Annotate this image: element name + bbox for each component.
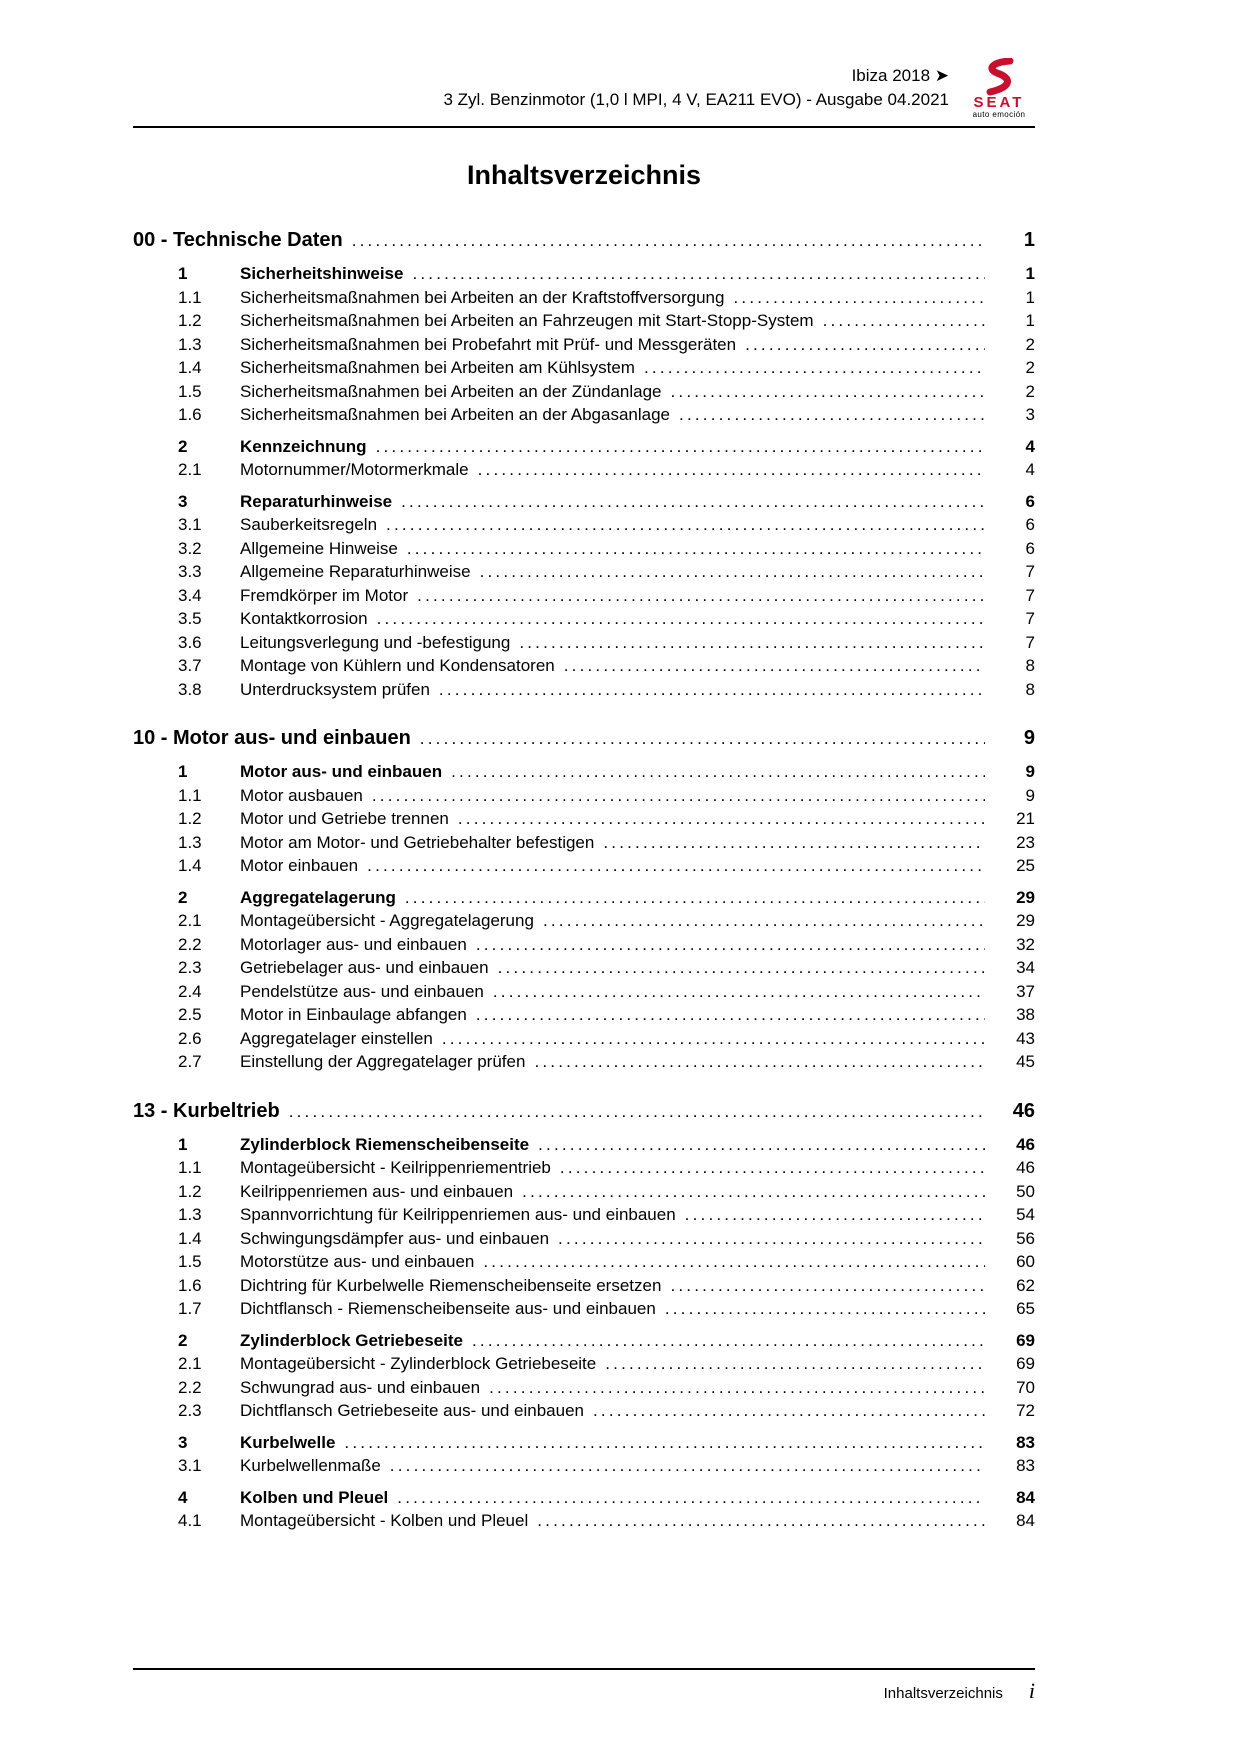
toc-entry-title: Aggregatelagerung bbox=[240, 887, 396, 907]
toc-entry-page-number: 9 bbox=[1025, 785, 1035, 805]
toc-entry-row bbox=[133, 490, 1035, 514]
toc-dot-leader bbox=[372, 784, 985, 808]
toc-entry-number: 3 bbox=[178, 1432, 188, 1452]
toc-entry-page-number: 54 bbox=[1016, 1205, 1035, 1224]
toc-entry-number: 1 bbox=[178, 264, 188, 283]
header-model: Ibiza 2018 ➤ bbox=[851, 66, 949, 85]
toc-entry-page-number: 70 bbox=[1016, 1377, 1035, 1397]
toc-entry-number: 3.8 bbox=[178, 679, 202, 699]
toc-dot-leader bbox=[478, 458, 985, 482]
toc-entry-number: 1.3 bbox=[178, 1205, 202, 1224]
document-page bbox=[133, 0, 1035, 1753]
toc-entry-row bbox=[133, 1274, 1035, 1298]
toc-entry-page-number: 69 bbox=[1016, 1330, 1035, 1350]
toc-entry-number: 3.1 bbox=[178, 515, 202, 534]
toc-entry-row bbox=[133, 831, 1035, 855]
toc-entry-page-number: 25 bbox=[1016, 856, 1035, 875]
toc-entry-title: Dichtflansch Getriebeseite aus- und einbauen bbox=[240, 1401, 584, 1420]
header-text-block bbox=[443, 58, 949, 112]
toc-entry-page-number: 7 bbox=[1025, 562, 1035, 581]
toc-entry-page-number: 29 bbox=[1016, 911, 1035, 930]
toc-dot-leader bbox=[493, 980, 985, 1004]
toc-entry-page-number: 9 bbox=[1025, 762, 1035, 781]
toc-entry-title: Motor ausbauen bbox=[240, 785, 363, 805]
toc-dot-leader bbox=[605, 1352, 985, 1376]
toc-dot-leader bbox=[558, 1227, 985, 1251]
toc-entry-page-number: 7 bbox=[1025, 632, 1035, 652]
toc-entry-title: Motorlager aus- und einbauen bbox=[240, 934, 467, 954]
toc-entry-title: Kurbelwellenmaße bbox=[240, 1456, 381, 1475]
toc-dot-leader bbox=[352, 227, 985, 254]
toc-entry-row bbox=[133, 980, 1035, 1004]
toc-entry-number: 1.2 bbox=[178, 1181, 202, 1201]
toc-entry-row bbox=[133, 909, 1035, 933]
toc-entry-number: 2.3 bbox=[178, 1401, 202, 1420]
toc-dot-leader bbox=[745, 333, 985, 357]
toc-entry-row bbox=[133, 262, 1035, 286]
toc-entry-number: 3.7 bbox=[178, 656, 202, 675]
toc-entry-title: Einstellung der Aggregatelager prüfen bbox=[240, 1052, 526, 1071]
toc-entry-title: Kontaktkorrosion bbox=[240, 609, 368, 628]
toc-entry-row bbox=[133, 654, 1035, 678]
toc-entry-row bbox=[133, 1399, 1035, 1423]
toc-dot-leader bbox=[376, 435, 985, 459]
toc-entry-row bbox=[133, 1227, 1035, 1251]
toc-entry-title: Sicherheitshinweise bbox=[240, 264, 404, 283]
page-title: Inhaltsverzeichnis bbox=[466, 160, 702, 190]
toc-entry-title: Sauberkeitsregeln bbox=[240, 515, 378, 534]
toc-entry-page-number: 1 bbox=[1025, 287, 1035, 307]
toc-entry-number: 2.2 bbox=[178, 934, 202, 954]
toc-entry-row bbox=[133, 631, 1035, 655]
toc-entry-page-number: 6 bbox=[1025, 491, 1035, 511]
toc-chapter-row bbox=[133, 1098, 1035, 1125]
toc-entry-number: 1.5 bbox=[178, 1252, 202, 1271]
toc-entry-page-number: 83 bbox=[1016, 1456, 1035, 1475]
toc-entry-page-number: 50 bbox=[1016, 1181, 1035, 1201]
toc-dot-leader bbox=[289, 1098, 985, 1125]
toc-entry-number: 1.1 bbox=[178, 1158, 202, 1177]
toc-entry-page-number: 45 bbox=[1016, 1052, 1035, 1071]
toc-entry-row bbox=[133, 933, 1035, 957]
toc-dot-leader bbox=[344, 1431, 985, 1455]
table-of-contents bbox=[133, 227, 1035, 1533]
toc-entry-row bbox=[133, 1027, 1035, 1051]
toc-entry-page-number: 43 bbox=[1016, 1028, 1035, 1048]
toc-entry-title: Keilrippenriemen aus- und einbauen bbox=[240, 1181, 514, 1201]
toc-entry-title: Dichtring für Kurbelwelle Riemenscheibenseite ersetzen bbox=[240, 1275, 662, 1295]
toc-entry-page-number: 37 bbox=[1016, 981, 1035, 1001]
toc-entry-page-number: 8 bbox=[1025, 656, 1035, 675]
toc-entry-row bbox=[133, 333, 1035, 357]
toc-entry-number: 2.7 bbox=[178, 1052, 202, 1071]
toc-dot-leader bbox=[412, 262, 985, 286]
toc-dot-leader bbox=[564, 654, 985, 678]
toc-entry-number: 1.3 bbox=[178, 334, 202, 354]
toc-entry-row bbox=[133, 784, 1035, 808]
toc-entry-page-number: 38 bbox=[1016, 1005, 1035, 1024]
toc-entry-row bbox=[133, 807, 1035, 831]
toc-entry-page-number: 62 bbox=[1016, 1275, 1035, 1295]
toc-entry-row bbox=[133, 380, 1035, 404]
toc-entry-page-number: 46 bbox=[1016, 1134, 1035, 1154]
toc-dot-leader bbox=[679, 403, 985, 427]
toc-entry-page-number: 1 bbox=[1025, 264, 1035, 283]
toc-entry-title: Fremdkörper im Motor bbox=[240, 585, 409, 605]
toc-entry-title: Getriebelager aus- und einbauen bbox=[240, 958, 489, 977]
toc-entry-number: 1.7 bbox=[178, 1299, 202, 1318]
toc-entry-title: Montageübersicht - Kolben und Pleuel bbox=[240, 1511, 529, 1530]
toc-entry-page-number: 7 bbox=[1025, 609, 1035, 628]
toc-dot-leader bbox=[489, 1376, 985, 1400]
toc-chapter-page-number: 46 bbox=[1012, 1099, 1035, 1122]
toc-entry-number: 3 bbox=[178, 491, 188, 511]
toc-entry-number: 2.4 bbox=[178, 981, 202, 1001]
toc-entry-number: 2.1 bbox=[178, 1354, 202, 1373]
toc-entry-page-number: 72 bbox=[1016, 1401, 1035, 1420]
footer-section-label: Inhaltsverzeichnis bbox=[883, 1685, 1003, 1702]
toc-entry-title: Allgemeine Reparaturhinweise bbox=[240, 562, 471, 581]
toc-entry-number: 2.5 bbox=[178, 1005, 202, 1024]
toc-entry-row bbox=[133, 1250, 1035, 1274]
toc-entry-row bbox=[133, 1431, 1035, 1455]
toc-entry-page-number: 2 bbox=[1025, 381, 1035, 401]
toc-entry-row bbox=[133, 1486, 1035, 1510]
toc-dot-leader bbox=[439, 678, 985, 702]
toc-entry-title: Pendelstütze aus- und einbauen bbox=[240, 981, 484, 1001]
toc-chapter-title: 00 - Technische Daten bbox=[133, 229, 343, 251]
toc-entry-row bbox=[133, 356, 1035, 380]
toc-entry-row bbox=[133, 1376, 1035, 1400]
toc-dot-leader bbox=[476, 933, 985, 957]
toc-entry-number: 1.1 bbox=[178, 287, 202, 307]
toc-entry-title: Sicherheitsmaßnahmen bei Probefahrt mit Prüf- und Messgeräten bbox=[240, 334, 737, 354]
toc-dot-leader bbox=[442, 1027, 985, 1051]
toc-entry-number: 3.2 bbox=[178, 538, 202, 558]
toc-entry-row bbox=[133, 458, 1035, 482]
toc-dot-leader bbox=[603, 831, 985, 855]
toc-dot-leader bbox=[472, 1329, 985, 1353]
toc-entry-title: Motor am Motor- und Getriebehalter befestigen bbox=[240, 832, 595, 852]
toc-entry-number: 1.1 bbox=[178, 785, 202, 805]
toc-entry-page-number: 84 bbox=[1016, 1511, 1035, 1530]
toc-dot-leader bbox=[401, 490, 985, 514]
toc-entry-title: Leitungsverlegung und -befestigung bbox=[240, 632, 511, 652]
toc-entry-number: 1 bbox=[178, 762, 188, 781]
toc-entry-title: Unterdrucksystem prüfen bbox=[240, 679, 430, 699]
toc-entry-title: Montageübersicht - Keilrippenriementrieb bbox=[240, 1158, 551, 1177]
toc-entry-row bbox=[133, 854, 1035, 878]
toc-entry-number: 1 bbox=[178, 1134, 188, 1154]
toc-dot-leader bbox=[670, 1274, 985, 1298]
toc-entry-row bbox=[133, 286, 1035, 310]
toc-entry-number: 2 bbox=[178, 436, 188, 456]
toc-entry-row bbox=[133, 403, 1035, 427]
toc-dot-leader bbox=[644, 356, 985, 380]
page-header bbox=[133, 0, 1035, 128]
toc-dot-leader bbox=[671, 380, 986, 404]
toc-dot-leader bbox=[823, 309, 985, 333]
toc-dot-leader bbox=[537, 1509, 985, 1533]
toc-entry-row bbox=[133, 1297, 1035, 1321]
toc-entry-number: 2.3 bbox=[178, 958, 202, 977]
toc-entry-number: 4 bbox=[178, 1487, 188, 1507]
toc-entry-number: 4.1 bbox=[178, 1511, 202, 1530]
toc-entry-title: Reparaturhinweise bbox=[240, 491, 393, 511]
toc-entry-number: 2.1 bbox=[178, 460, 202, 479]
toc-entry-number: 2.2 bbox=[178, 1377, 202, 1397]
toc-dot-leader bbox=[685, 1203, 985, 1227]
toc-entry-number: 3.6 bbox=[178, 632, 202, 652]
page-footer bbox=[133, 1668, 1035, 1704]
toc-dot-leader bbox=[480, 560, 985, 584]
toc-entry-title: Motor in Einbaulage abfangen bbox=[240, 1005, 467, 1024]
toc-entry-number: 1.2 bbox=[178, 809, 202, 828]
toc-dot-leader bbox=[407, 537, 985, 561]
seat-s-icon bbox=[979, 58, 1019, 96]
toc-entry-page-number: 6 bbox=[1025, 515, 1035, 534]
toc-dot-leader bbox=[560, 1156, 985, 1180]
toc-entry-page-number: 60 bbox=[1016, 1252, 1035, 1271]
toc-entry-number: 3.1 bbox=[178, 1456, 202, 1475]
toc-entry-number: 2.1 bbox=[178, 911, 202, 930]
toc-entry-title: Montageübersicht - Aggregatelagerung bbox=[240, 911, 534, 930]
toc-chapter-title: 10 - Motor aus- und einbauen bbox=[133, 727, 411, 749]
toc-entry-row bbox=[133, 678, 1035, 702]
toc-entry-page-number: 29 bbox=[1016, 887, 1035, 907]
toc-entry-title: Aggregatelager einstellen bbox=[240, 1028, 433, 1048]
toc-entry-page-number: 65 bbox=[1016, 1299, 1035, 1318]
toc-dot-leader bbox=[665, 1297, 985, 1321]
toc-entry-number: 2 bbox=[178, 887, 188, 907]
toc-entry-number: 2.6 bbox=[178, 1028, 202, 1048]
toc-chapter-page-number: 9 bbox=[1023, 727, 1035, 749]
toc-entry-title: Motor und Getriebe trennen bbox=[240, 809, 449, 828]
toc-entry-title: Montageübersicht - Zylinderblock Getriebeseite bbox=[240, 1354, 597, 1373]
toc-entry-title: Kurbelwelle bbox=[240, 1432, 336, 1452]
toc-entry-title: Spannvorrichtung für Keilrippenriemen aus- und einbauen bbox=[240, 1205, 676, 1224]
toc-dot-leader bbox=[476, 1003, 985, 1027]
toc-entry-row bbox=[133, 760, 1035, 784]
toc-dot-leader bbox=[386, 513, 985, 537]
toc-entry-row bbox=[133, 309, 1035, 333]
toc-entry-row bbox=[133, 1133, 1035, 1157]
toc-entry-page-number: 69 bbox=[1016, 1354, 1035, 1373]
toc-chapter-row bbox=[133, 725, 1035, 752]
toc-entry-page-number: 34 bbox=[1016, 958, 1035, 977]
toc-entry-row bbox=[133, 607, 1035, 631]
toc-entry-title: Sicherheitsmaßnahmen bei Arbeiten an der Abgasanlage bbox=[240, 405, 671, 424]
toc-entry-page-number: 4 bbox=[1025, 436, 1035, 456]
toc-entry-row bbox=[133, 435, 1035, 459]
toc-entry-page-number: 1 bbox=[1025, 311, 1035, 330]
toc-entry-title: Motor einbauen bbox=[240, 856, 359, 875]
toc-entry-title: Sicherheitsmaßnahmen bei Arbeiten an Fahrzeugen mit Start-Stopp-System bbox=[240, 311, 814, 330]
toc-dot-leader bbox=[543, 909, 985, 933]
toc-dot-leader bbox=[522, 1180, 985, 1204]
toc-entry-row bbox=[133, 1329, 1035, 1353]
toc-dot-leader bbox=[377, 607, 985, 631]
header-subtitle: 3 Zyl. Benzinmotor (1,0 l MPI, 4 V, EA211 EVO) - Ausgabe 04.2021 bbox=[443, 90, 949, 109]
toc-entry-page-number: 83 bbox=[1016, 1432, 1035, 1452]
toc-entry-row bbox=[133, 537, 1035, 561]
toc-entry-row bbox=[133, 1454, 1035, 1478]
toc-entry-page-number: 56 bbox=[1016, 1228, 1035, 1248]
toc-entry-number: 3.5 bbox=[178, 609, 202, 628]
toc-entry-title: Schwungrad aus- und einbauen bbox=[240, 1377, 481, 1397]
toc-dot-leader bbox=[405, 886, 985, 910]
toc-entry-title: Kolben und Pleuel bbox=[240, 1487, 389, 1507]
toc-entry-number: 1.2 bbox=[178, 311, 202, 330]
toc-chapter-row bbox=[133, 227, 1035, 254]
toc-dot-leader bbox=[458, 807, 985, 831]
toc-entry-number: 3.4 bbox=[178, 585, 202, 605]
seat-logo-wordmark: SEAT bbox=[973, 94, 1025, 111]
toc-dot-leader bbox=[519, 631, 985, 655]
toc-entry-page-number: 21 bbox=[1016, 809, 1035, 828]
toc-entry-page-number: 32 bbox=[1016, 934, 1035, 954]
toc-entry-row bbox=[133, 1352, 1035, 1376]
seat-logo bbox=[963, 58, 1035, 120]
toc-dot-leader bbox=[397, 1486, 985, 1510]
toc-chapter-page-number: 1 bbox=[1023, 229, 1035, 251]
toc-entry-page-number: 7 bbox=[1025, 585, 1035, 605]
toc-entry-title: Motor aus- und einbauen bbox=[240, 762, 443, 781]
toc-dot-leader bbox=[367, 854, 985, 878]
toc-entry-number: 2 bbox=[178, 1330, 188, 1350]
toc-entry-page-number: 2 bbox=[1025, 334, 1035, 354]
toc-dot-leader bbox=[417, 584, 985, 608]
toc-entry-title: Sicherheitsmaßnahmen bei Arbeiten an der Kraftstoffversorgung bbox=[240, 287, 725, 307]
footer-page-number: i bbox=[1028, 1678, 1035, 1703]
toc-entry-page-number: 6 bbox=[1025, 538, 1035, 558]
toc-entry-number: 1.4 bbox=[178, 1228, 202, 1248]
toc-dot-leader bbox=[420, 725, 985, 752]
toc-entry-title: Zylinderblock Getriebeseite bbox=[240, 1330, 463, 1350]
toc-entry-row bbox=[133, 1180, 1035, 1204]
toc-entry-number: 1.4 bbox=[178, 856, 202, 875]
toc-entry-row bbox=[133, 1203, 1035, 1227]
toc-entry-row bbox=[133, 584, 1035, 608]
toc-entry-page-number: 8 bbox=[1025, 679, 1035, 699]
toc-entry-number: 1.6 bbox=[178, 1275, 202, 1295]
seat-logo-tagline: auto emoción bbox=[972, 110, 1026, 119]
toc-entry-row bbox=[133, 956, 1035, 980]
toc-entry-page-number: 23 bbox=[1016, 832, 1035, 852]
toc-entry-title: Zylinderblock Riemenscheibenseite bbox=[240, 1134, 530, 1154]
toc-entry-row bbox=[133, 1156, 1035, 1180]
toc-dot-leader bbox=[483, 1250, 985, 1274]
toc-entry-number: 1.5 bbox=[178, 381, 202, 401]
toc-entry-title: Motornummer/Motormerkmale bbox=[240, 460, 469, 479]
toc-entry-title: Sicherheitsmaßnahmen bei Arbeiten an der Zündanlage bbox=[240, 381, 662, 401]
toc-dot-leader bbox=[451, 760, 985, 784]
toc-entry-number: 1.6 bbox=[178, 405, 202, 424]
toc-dot-leader bbox=[498, 956, 985, 980]
toc-entry-page-number: 84 bbox=[1016, 1487, 1035, 1507]
toc-entry-row bbox=[133, 560, 1035, 584]
toc-dot-leader bbox=[534, 1050, 985, 1074]
toc-entry-row bbox=[133, 1509, 1035, 1533]
toc-entry-page-number: 46 bbox=[1016, 1158, 1035, 1177]
toc-entry-title: Kennzeichnung bbox=[240, 436, 367, 456]
toc-dot-leader bbox=[390, 1454, 985, 1478]
toc-entry-page-number: 2 bbox=[1025, 358, 1035, 377]
toc-entry-number: 1.4 bbox=[178, 358, 202, 377]
toc-entry-number: 1.3 bbox=[178, 832, 202, 852]
toc-entry-row bbox=[133, 513, 1035, 537]
toc-entry-row bbox=[133, 1050, 1035, 1074]
toc-entry-row bbox=[133, 886, 1035, 910]
toc-entry-title: Montage von Kühlern und Kondensatoren bbox=[240, 656, 555, 675]
toc-entry-number: 3.3 bbox=[178, 562, 202, 581]
toc-entry-title: Allgemeine Hinweise bbox=[240, 538, 398, 558]
toc-dot-leader bbox=[593, 1399, 985, 1423]
toc-dot-leader bbox=[538, 1133, 985, 1157]
toc-entry-page-number: 4 bbox=[1025, 460, 1035, 479]
toc-chapter-title: 13 - Kurbeltrieb bbox=[133, 1099, 280, 1122]
toc-entry-title: Dichtflansch - Riemenscheibenseite aus- und einbauen bbox=[240, 1299, 656, 1318]
toc-entry-title: Schwingungsdämpfer aus- und einbauen bbox=[240, 1228, 550, 1248]
toc-dot-leader bbox=[733, 286, 985, 310]
toc-entry-page-number: 3 bbox=[1025, 405, 1035, 424]
toc-entry-title: Motorstütze aus- und einbauen bbox=[240, 1252, 475, 1271]
toc-entry-title: Sicherheitsmaßnahmen bei Arbeiten am Kühlsystem bbox=[240, 358, 635, 377]
toc-entry-row bbox=[133, 1003, 1035, 1027]
